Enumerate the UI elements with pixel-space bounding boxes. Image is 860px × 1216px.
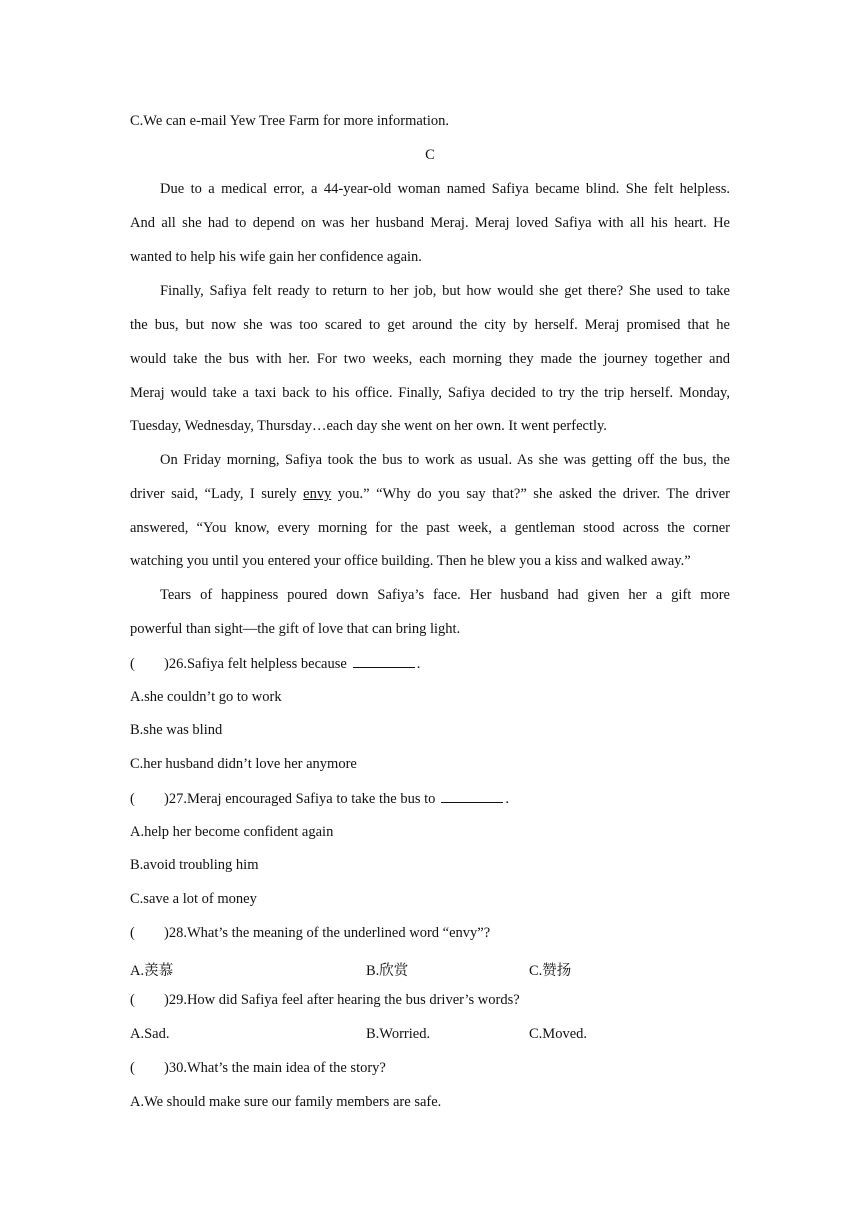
option-c: C.赞扬 bbox=[529, 963, 572, 979]
answer-paren: ( bbox=[130, 992, 135, 1008]
option-a: A.she couldn’t go to work bbox=[130, 689, 282, 705]
option-a: A.Sad. bbox=[130, 1026, 170, 1042]
option-b: B.Worried. bbox=[366, 1026, 431, 1042]
option-c: C.Moved. bbox=[529, 1026, 587, 1042]
answer-paren: ( bbox=[130, 925, 135, 941]
option-a: A.We should make sure our family members are safe. bbox=[130, 1094, 442, 1110]
option-c: C.save a lot of money bbox=[130, 891, 257, 907]
options-row bbox=[130, 1026, 730, 1043]
option-b: B.she was blind bbox=[130, 722, 223, 738]
option-b: B.avoid troubling him bbox=[130, 857, 259, 873]
answer-paren: ( bbox=[130, 1060, 135, 1076]
answer-paren: ( bbox=[130, 656, 135, 672]
section-heading: C bbox=[425, 147, 435, 163]
option-c: C.her husband didn’t love her anymore bbox=[130, 756, 357, 772]
answer-paren: ( bbox=[130, 791, 135, 807]
answer-blank bbox=[441, 790, 503, 803]
answer-blank bbox=[353, 655, 415, 668]
options-row bbox=[130, 959, 730, 980]
underlined-word-envy: envy bbox=[303, 486, 332, 502]
option-a: A.help her become confident again bbox=[130, 824, 334, 840]
option-a: A.羡慕 bbox=[130, 963, 174, 979]
passage-line-with-envy: driver said, “Lady, I surely envy you.” “Why do you say that?” she asked the driver. The driver bbox=[130, 486, 730, 502]
option-b: B.欣赏 bbox=[366, 963, 409, 979]
previous-option-c: C.We can e-mail Yew Tree Farm for more information. bbox=[130, 113, 449, 129]
